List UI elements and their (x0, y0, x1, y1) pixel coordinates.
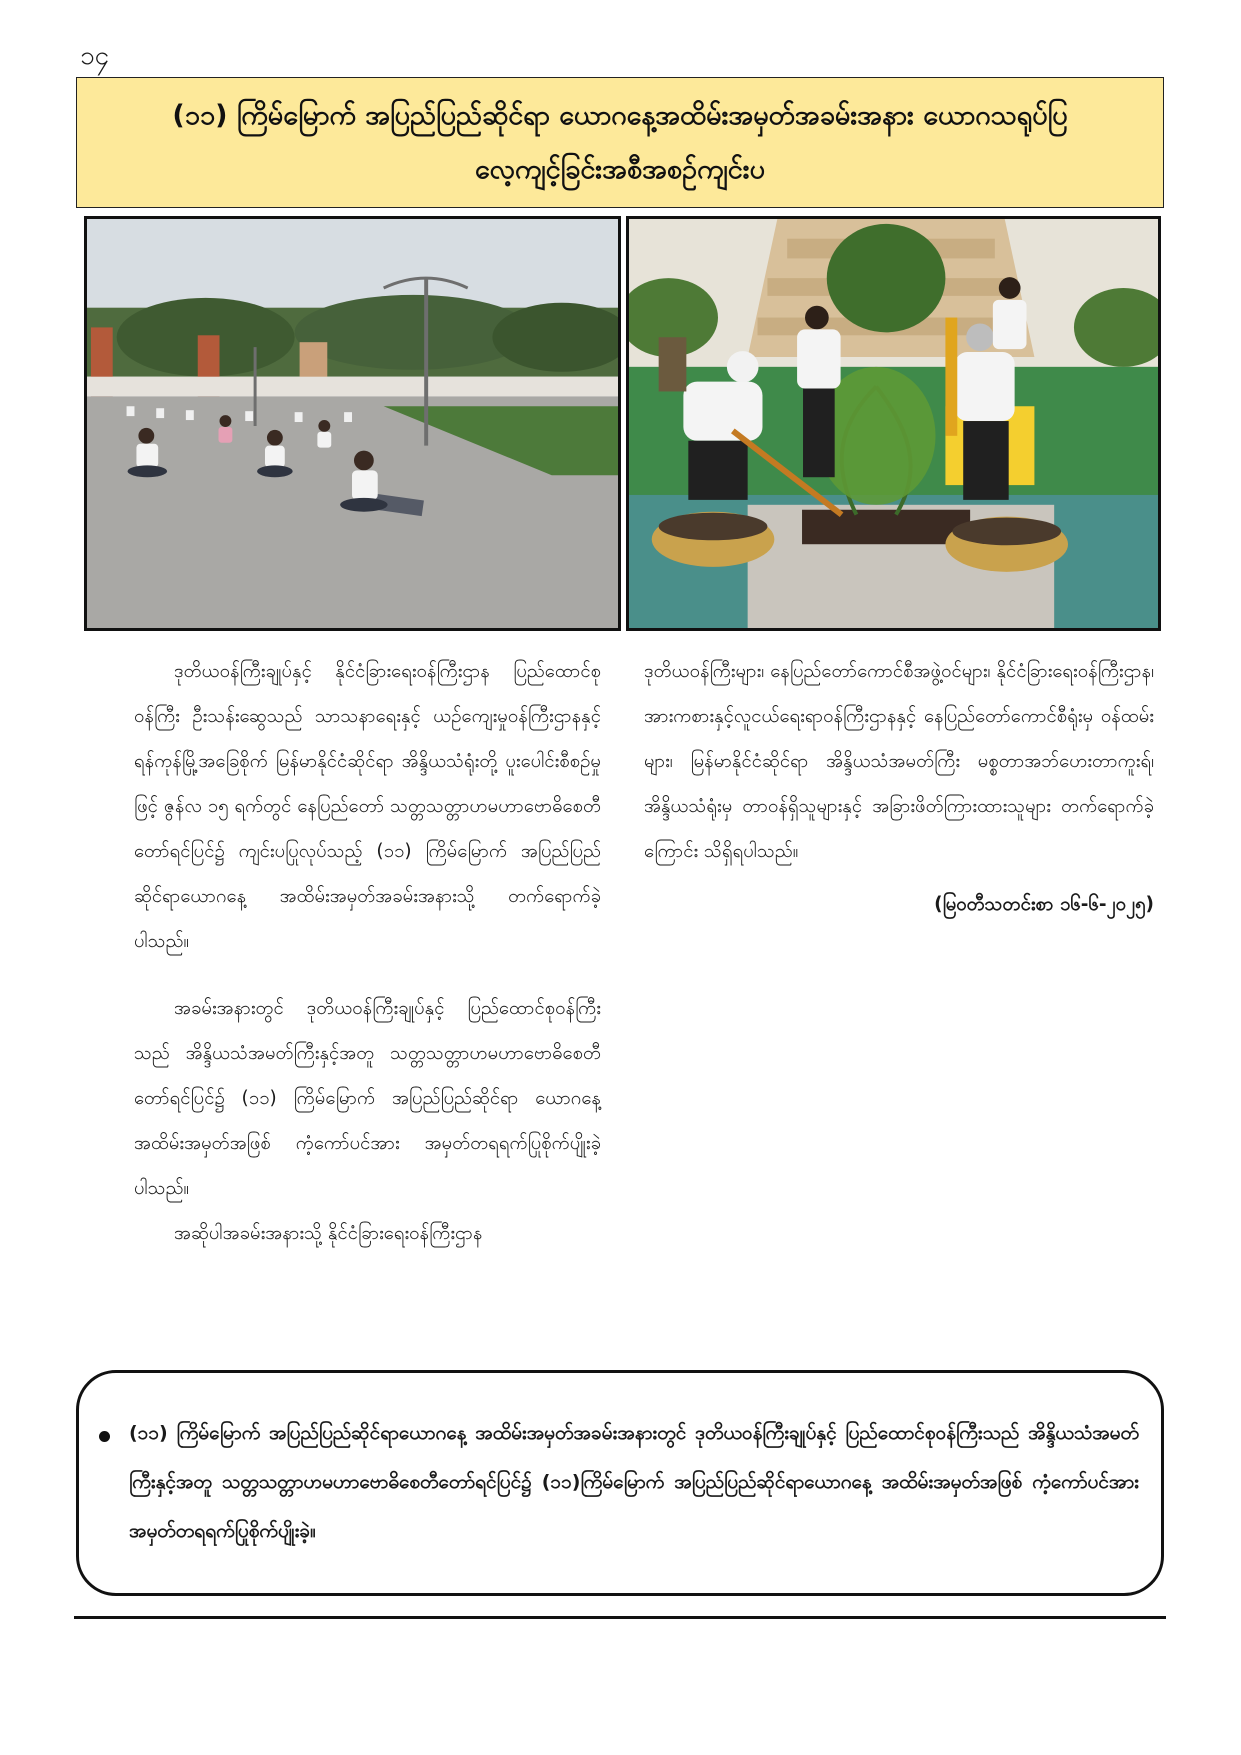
article-right-column (644, 649, 1154, 927)
tree-planting-scene-illustration (629, 219, 1158, 628)
news-source-citation: (မြဝတီသတင်းစာ ၁၆-၆-၂၀၂၅) (934, 894, 1154, 915)
yoga-session-photo (84, 216, 621, 631)
summary-callout (76, 1370, 1164, 1596)
headline-box (76, 77, 1164, 208)
yoga-scene-illustration (87, 219, 618, 628)
bullet-icon (99, 1431, 110, 1442)
article-paragraph-continued: ဒုတိယဝန်ကြီးများ၊ နေပြည်တော်ကောင်စီအဖွဲ့ဝင်များ၊ နိုင်ငံခြားရေးဝန်ကြီးဌာန၊ အားကစားနှင့်လူငယ်ရေးရာဝန်ကြီးဌာနနှင့် နေပြည်တော်ကောင်စီရုံးမှ ဝန်ထမ်းများ၊ မြန်မာနိုင်ငံဆိုင်ရာ အိန္ဒိယသံအမတ်ကြီး မစ္စတာအဘ်ဟေးတာကူးရ်၊ အိန္ဒိယသံရုံးမှ တာဝန်ရှိသူများနှင့် အခြားဖိတ်ကြားထားသူများ တက်ရောက်ခဲ့ကြောင်း သိရှိရပါသည်။ (644, 661, 1154, 862)
tree-planting-photo (626, 216, 1161, 631)
headline-line-2: လေ့ကျင့်ခြင်းအစီအစဉ်ကျင်းပ (474, 153, 766, 185)
headline-line-1: (၁၁) ကြိမ်မြောက် အပြည်ပြည်ဆိုင်ရာ ယောဂနေ့အထိမ်းအမှတ်အခမ်းအနား ယောဂသရုပ်ပြ (172, 99, 1068, 131)
article-paragraph-1: ဒုတိယဝန်ကြီးချုပ်နှင့် နိုင်ငံခြားရေးဝန်ကြီးဌာန ပြည်ထောင်စုဝန်ကြီး ဦးသန်းဆွေသည် သာသနာရေးနှင့် ယဉ်ကျေးမှုဝန်ကြီးဌာနနှင့် ရန်ကုန်မြို့အခြေစိုက် မြန်မာနိုင်ငံဆိုင်ရာ အိန္ဒိယသံရုံးတို့ ပူးပေါင်းစီစဉ်မှုဖြင့် ဇွန်လ ၁၅ ရက်တွင် နေပြည်တော် သတ္တသတ္တာဟမဟာဗောဓိစေတီတော်ရင်ပြင်၌ ကျင်းပပြုလုပ်သည့် (၁၁) ကြိမ်မြောက် အပြည်ပြည်ဆိုင်ရာယောဂနေ့ အထိမ်းအမှတ်အခမ်းအနားသို့ တက်ရောက်ခဲ့ပါသည်။ (134, 661, 601, 952)
article-paragraph-2: အခမ်းအနားတွင် ဒုတိယဝန်ကြီးချုပ်နှင့် ပြည်ထောင်စုဝန်ကြီးသည် အိန္ဒိယသံအမတ်ကြီးနှင့်အတူ သတ္တသတ္တာဟမဟာဗောဓိစေတီတော်ရင်ပြင်၌ (၁၁) ကြိမ်မြောက် အပြည်ပြည်ဆိုင်ရာ ယောဂနေ့အထိမ်းအမှတ်အဖြစ် ကံ့ကော်ပင်အား အမှတ်တရရက်ပြုစိုက်ပျိုးခဲ့ပါသည်။ (134, 998, 601, 1199)
summary-text: (၁၁) ကြိမ်မြောက် အပြည်ပြည်ဆိုင်ရာယောဂနေ့ အထိမ်းအမှတ်အခမ်းအနားတွင် ဒုတိယဝန်ကြီးချုပ်နှင့် ပြည်ထောင်စုဝန်ကြီးသည် အိန္ဒိယသံအမတ်ကြီးနှင့်အတူ သတ္တသတ္တာဟမဟာဗောဓိစေတီတော်ရင်ပြင်၌ (၁၁)ကြိမ်မြောက် အပြည်ပြည်ဆိုင်ရာယောဂနေ့ အထိမ်းအမှတ်အဖြစ် ကံ့ကော်ပင်အား အမှတ်တရရက်ပြုစိုက်ပျိုးခဲ့။ (129, 1422, 1139, 1542)
bottom-divider (74, 1616, 1166, 1619)
page-number: ၁၄ (80, 41, 110, 71)
article-left-column (134, 649, 601, 1256)
article-paragraph-3: အဆိုပါအခမ်းအနားသို့ နိုင်ငံခြားရေးဝန်ကြီးဌာန (174, 1223, 483, 1244)
